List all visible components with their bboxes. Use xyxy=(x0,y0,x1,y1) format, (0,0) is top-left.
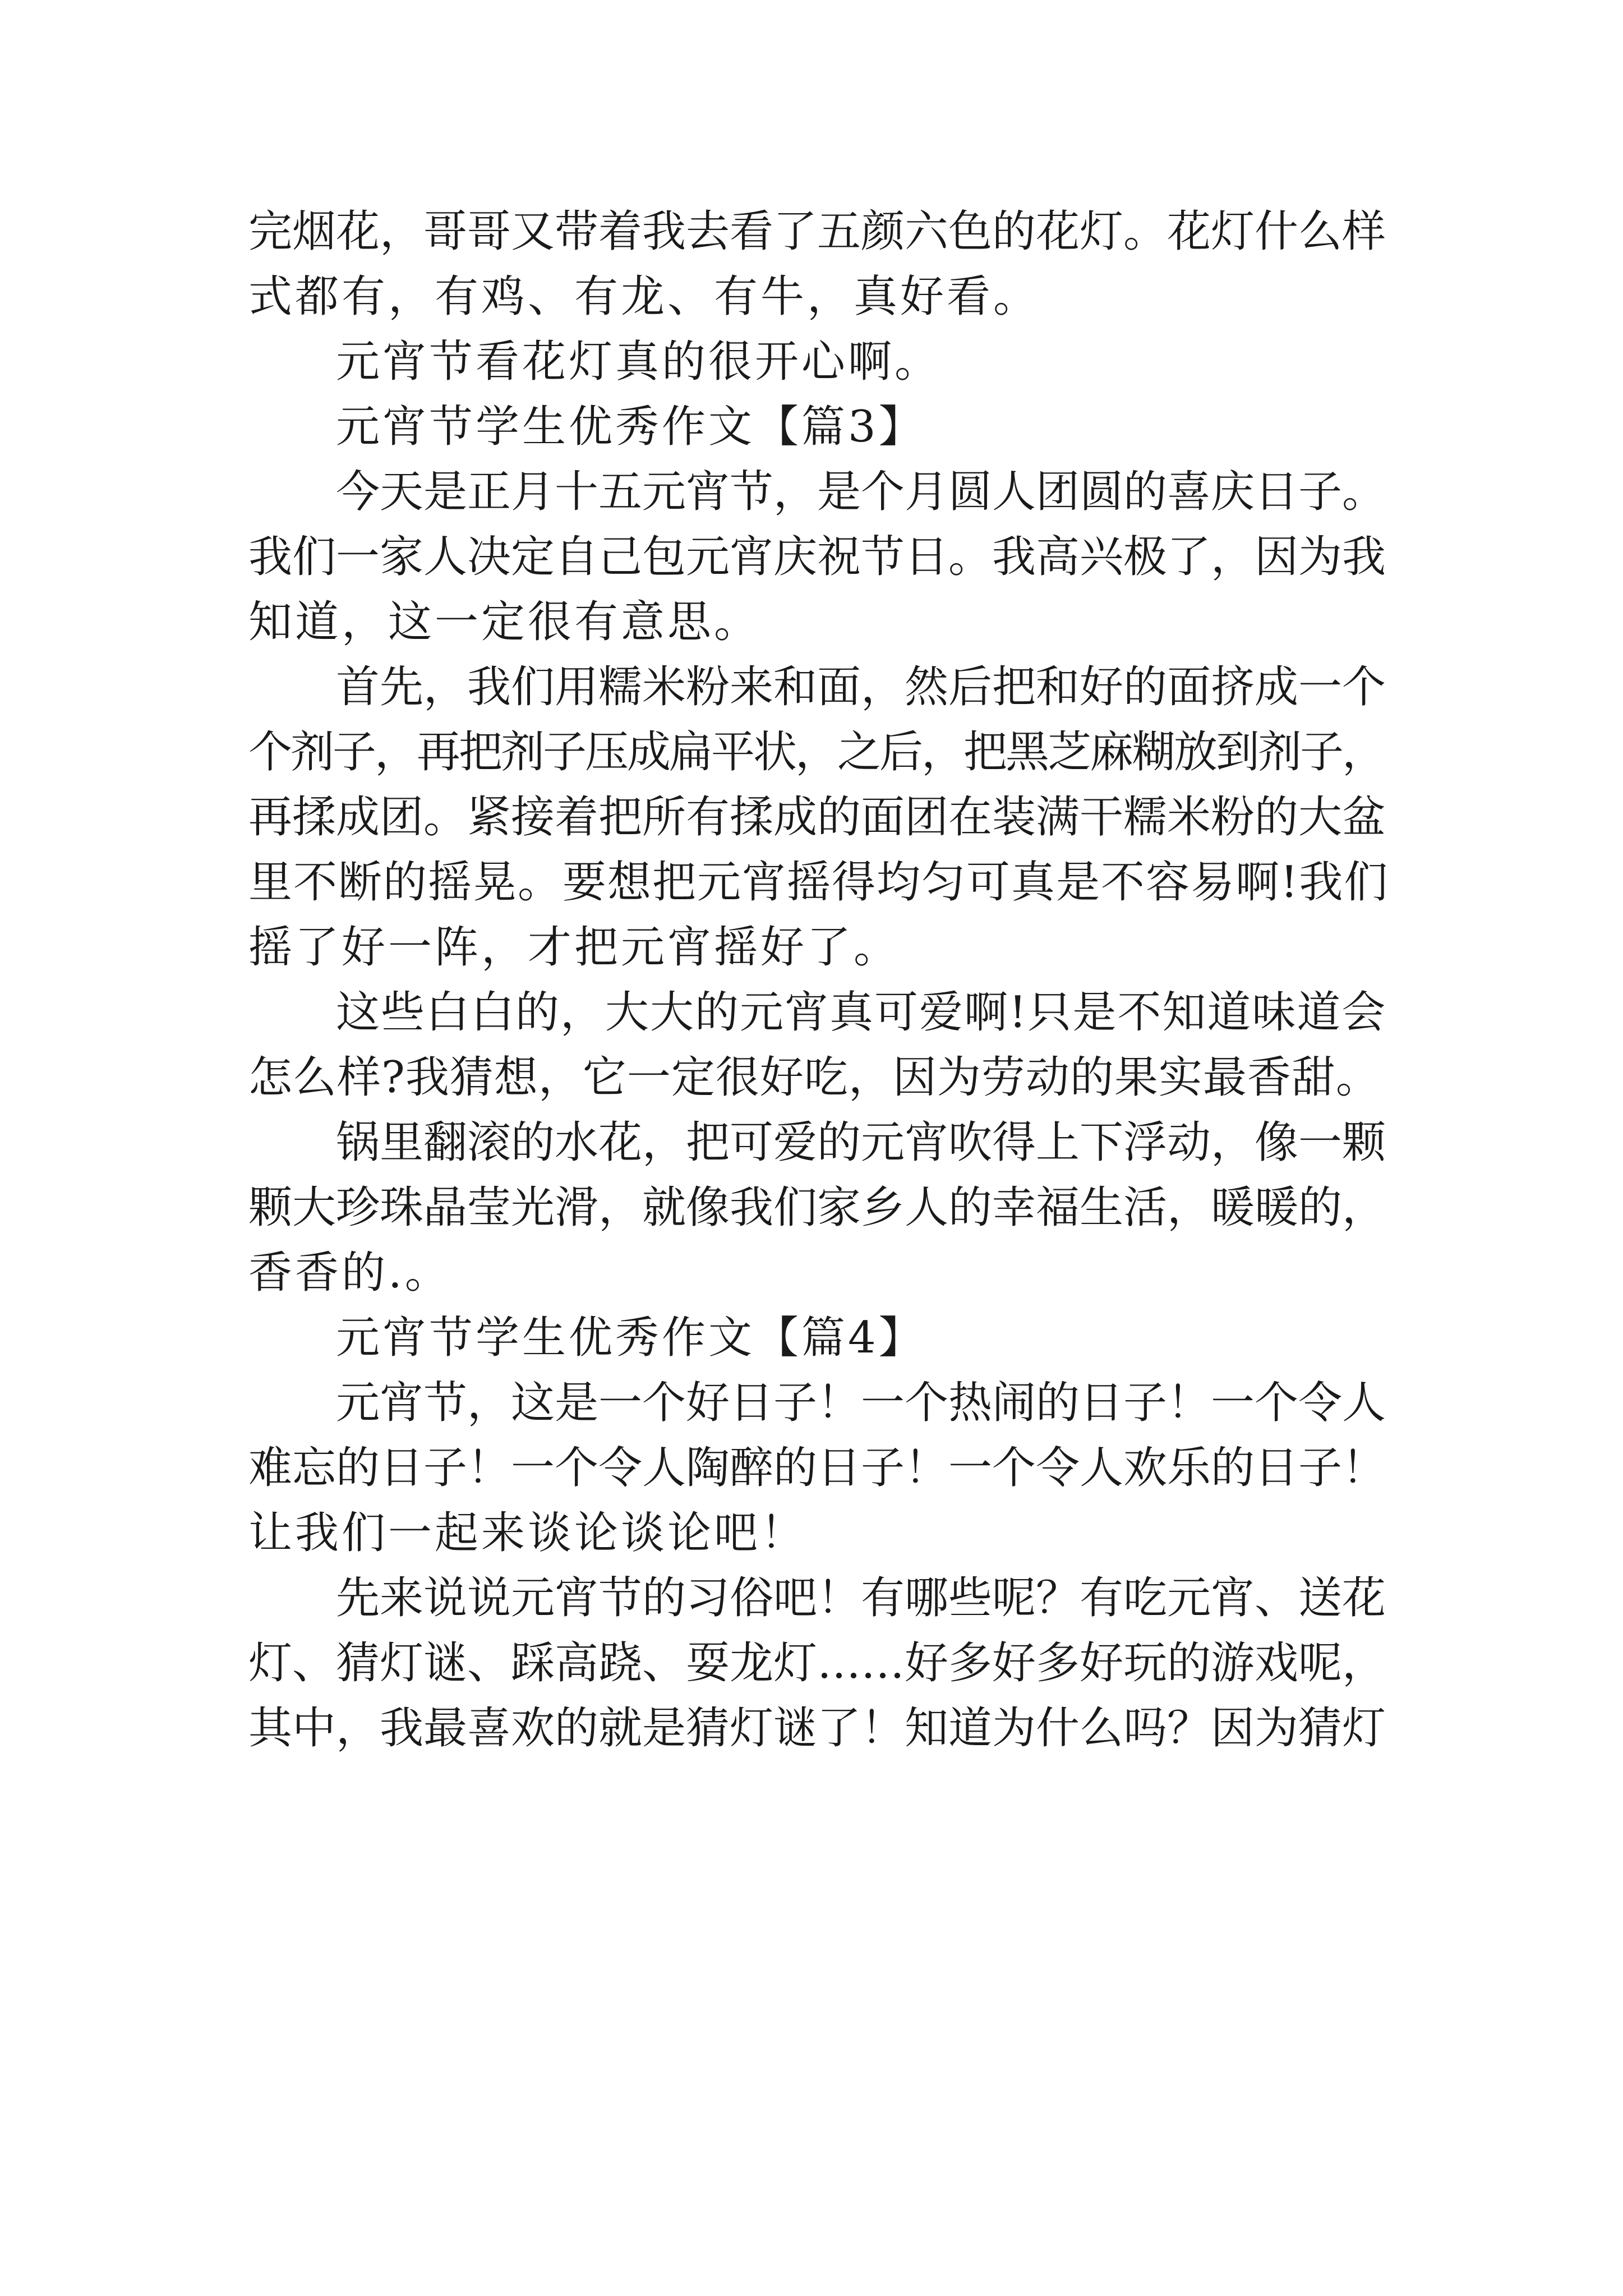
text-line: 首先，我们用糯米粉来和面，然后把和好的面挤成一个 xyxy=(336,662,1386,712)
text-line: 香香的.。 xyxy=(248,1248,451,1298)
text-line: 灯、猜灯谜、踩高跷、耍龙灯……好多好多好玩的游戏呢， xyxy=(248,1638,1386,1688)
text-line: 完烟花，哥哥又带着我去看了五颜六色的花灯。花灯什么样 xyxy=(248,206,1386,257)
text-line: 式都有，有鸡、有龙、有牛，真好看。 xyxy=(248,272,1040,322)
text-line: 元宵节学生优秀作文【篇4】 xyxy=(336,1313,925,1363)
text-line: 其中，我最喜欢的就是猜灯谜了！知道为什么吗？因为猜灯 xyxy=(248,1703,1386,1754)
text-line: 难忘的日子！一个令人陶醉的日子！一个令人欢乐的日子！ xyxy=(248,1443,1386,1493)
document-body xyxy=(248,199,1393,1761)
text-line: 颗大珍珠晶莹光滑，就像我们家乡人的幸福生活，暖暖的， xyxy=(248,1182,1386,1233)
text-line: 怎么样?我猜想，它一定很好吃，因为劳动的果实最香甜。 xyxy=(248,1052,1380,1103)
text-line: 摇了好一阵，才把元宵摇好了。 xyxy=(248,922,901,973)
text-line: 先来说说元宵节的习俗吧！有哪些呢？有吃元宵、送花 xyxy=(336,1573,1386,1623)
text-line: 锅里翻滚的水花，把可爱的元宵吹得上下浮动，像一颗 xyxy=(336,1117,1386,1168)
text-line: 元宵节学生优秀作文【篇3】 xyxy=(336,402,925,452)
text-line: 这些白白的，大大的元宵真可爱啊!只是不知道味道会 xyxy=(336,987,1387,1038)
text-line: 今天是正月十五元宵节，是个月圆人团圆的喜庆日子。 xyxy=(336,467,1386,517)
text-line: 里不断的摇晃。要想把元宵摇得均匀可真是不容易啊!我们 xyxy=(248,857,1389,908)
text-line: 元宵节看花灯真的很开心啊。 xyxy=(336,337,942,387)
text-line: 我们一家人决定自己包元宵庆祝节日。我高兴极了，因为我 xyxy=(248,532,1386,582)
text-line: 再揉成团。紧接着把所有揉成的面团在装满干糯米粉的大盆 xyxy=(248,792,1386,843)
text-line: 元宵节，这是一个好日子！一个热闹的日子！一个令人 xyxy=(336,1378,1386,1428)
text-line: 让我们一起来谈论谈论吧！ xyxy=(248,1508,808,1558)
text-line: 知道，这一定很有意思。 xyxy=(248,597,761,647)
text-line: 个剂子，再把剂子压成扁平状，之后，把黑芝麻糊放到剂子， xyxy=(248,727,1385,777)
